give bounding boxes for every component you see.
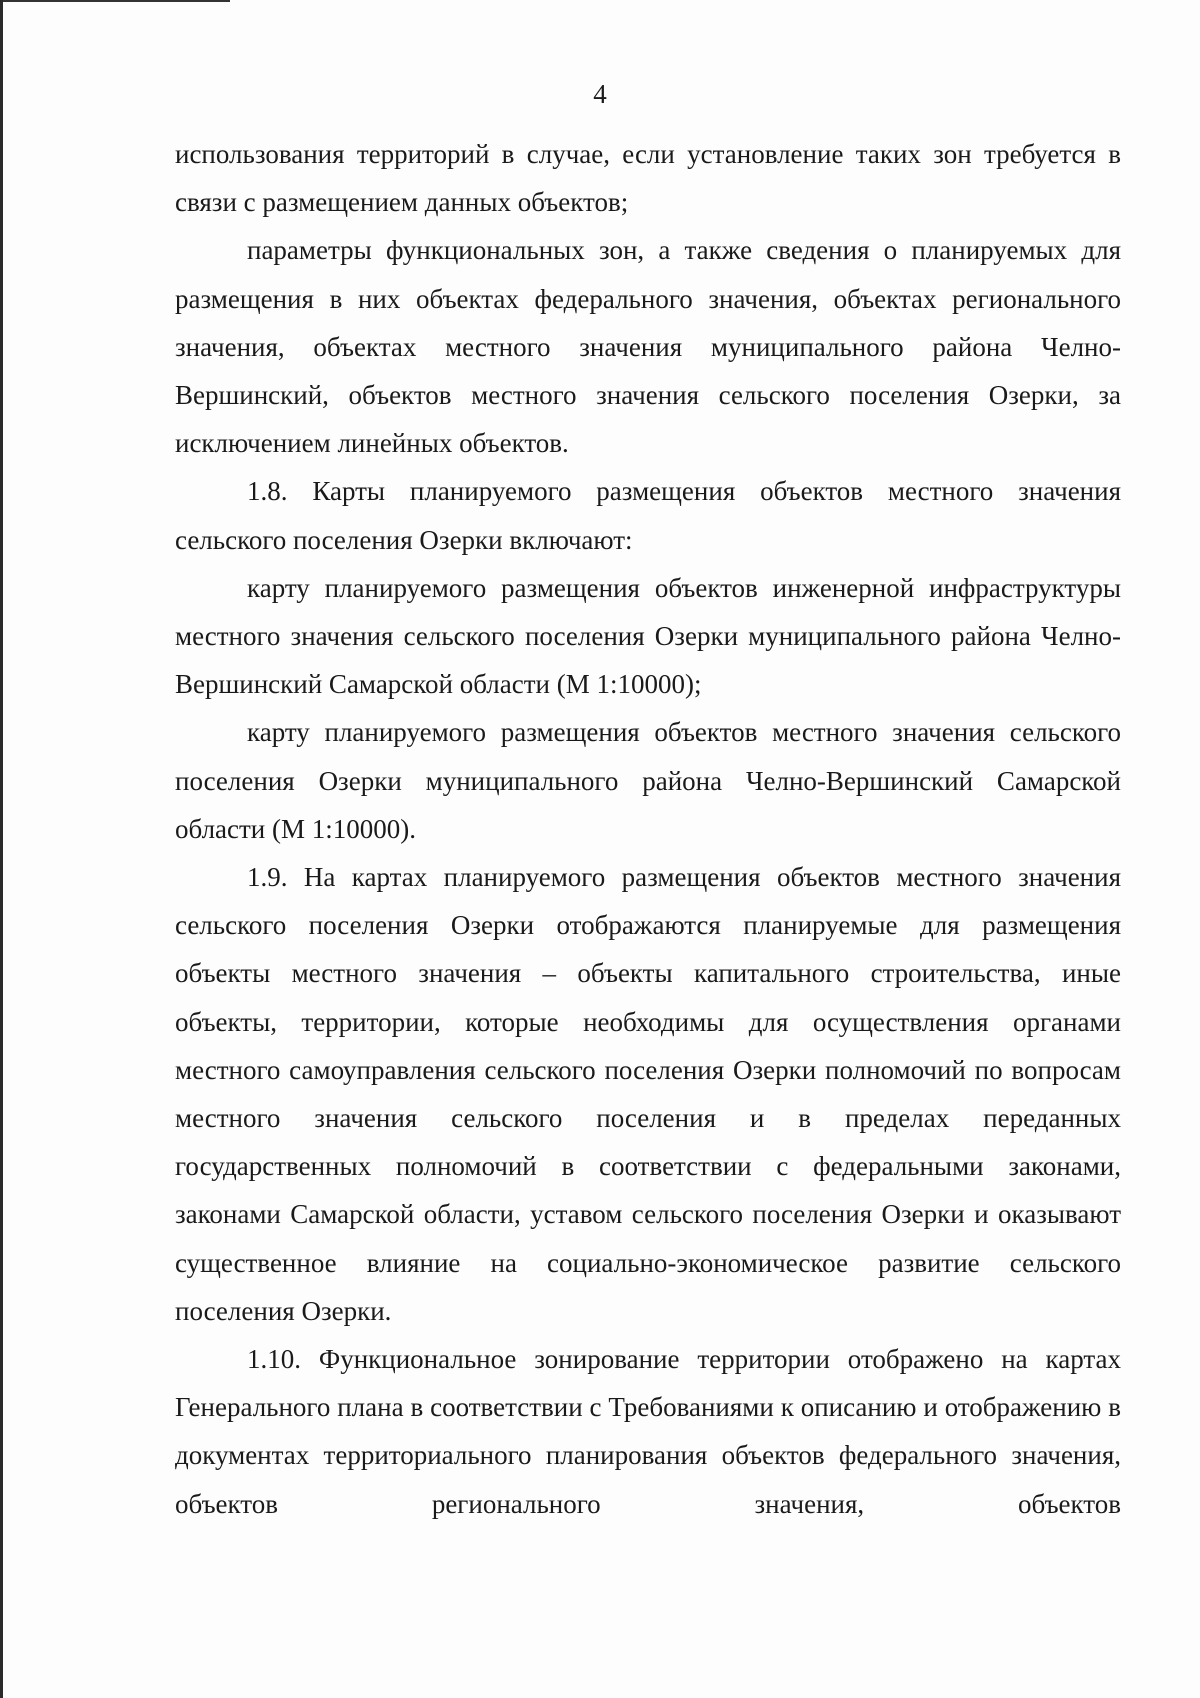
document-body — [175, 130, 1121, 1528]
paragraph-1-10: 1.10. Функциональное зонирование территории отображено на картах Генерального плана в соответствии с Требованиями к описанию и отображению в документах территориального планирования объектов федерального значения, объектов регионального значения, объектов — [175, 1344, 1121, 1519]
paragraph-zones-use: использования территорий в случае, если установление таких зон требуется в связи с размещением данных объектов; — [175, 139, 1121, 218]
paragraph-1-9: 1.9. На картах планируемого размещения объектов местного значения сельского поселения Озерки отображаются планируемые для размещения объекты местного значения – объекты капитального строительства, иные объекты, территории, которые необходимы для осуществления органами местного самоуправления сельского поселения Озерки полномочий по вопросам местного значения сельского поселения и в пределах переданных государственных полномочий в соответствии с федеральными законами, законами Самарской области, уставом сельского поселения Озерки и оказывают существенное влияние на социально-экономическое развитие сельского поселения Озерки. — [175, 862, 1121, 1326]
scan-top-edge — [0, 0, 230, 2]
page-number: 4 — [593, 79, 607, 109]
scan-left-edge — [0, 0, 3, 1698]
paragraph-functional-zones: параметры функциональных зон, а также сведения о планируемых для размещения в них объектах федерального значения, объектах регионального значения, объектах местного значения муниципального района Челно-Вершинский, объектов местного значения сельского поселения Озерки, за исключением линейных объектов. — [175, 235, 1121, 459]
paragraph-map-local: карту планируемого размещения объектов местного значения сельского поселения Озерки муниципального района Челно-Вершинский Самарской области (М 1:10000). — [175, 717, 1121, 844]
paragraph-map-engineering: карту планируемого размещения объектов инженерной инфраструктуры местного значения сельского поселения Озерки муниципального района Челно-Вершинский Самарской области (М 1:10000); — [175, 572, 1121, 700]
paragraph-1-8: 1.8. Карты планируемого размещения объектов местного значения сельского поселения Озерки включают: — [175, 476, 1121, 555]
